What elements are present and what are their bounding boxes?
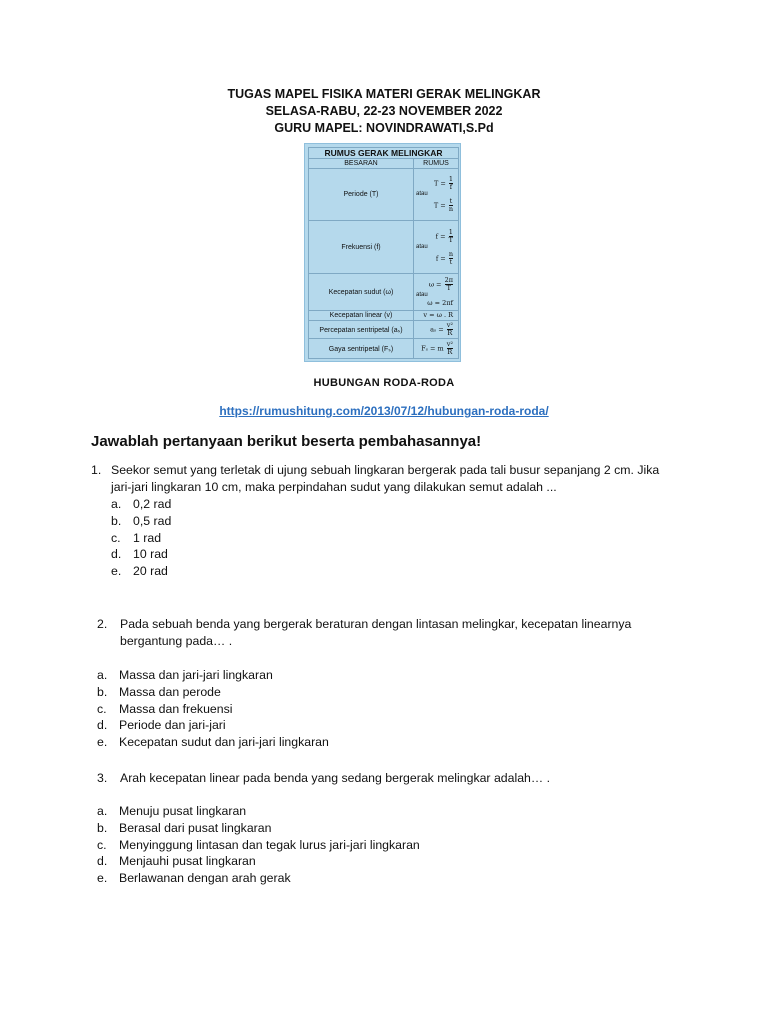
option-b: b. 0,5 rad [111,513,172,528]
formula-gaya-sentripetal: Fₛ = m $\frac{\text{v²}}{R}$ [414,339,459,359]
question-number: 3. [97,771,108,785]
option-a: a. Massa dan jari-jari lingkaran [97,668,273,682]
formula-row-name: Percepatan sentripetal (aₛ) [309,321,414,339]
question-text: Pada sebuah benda yang bergerak beraturan dengan lintasan melingkar, kecepatan linearnya bergantung pada… . [120,617,632,648]
question-3-options [97,803,420,887]
question-1-options [111,496,171,580]
formula-row-name: Gaya sentripetal (Fₛ) [309,339,414,359]
formula-row-name: Periode (T) [309,169,414,221]
instruction-heading: Jawablah pertanyaan berikut beserta pembahasannya! [91,433,482,450]
section-title: HUBUNGAN RODA-RODA [313,377,455,389]
option-a: a. 0,2 rad [111,497,172,511]
question-number: 2. [97,617,108,631]
formula-row-name: Kecepatan linear (v) [309,311,414,321]
formula-kecepatan-linear: v = ω . R [414,311,459,321]
option-b: b. Massa dan perode [97,684,221,699]
option-a: a. Menuju pusat lingkaran [97,804,247,818]
option-d: d. 10 rad [111,547,168,562]
question-number: 1. [91,463,102,477]
option-b: b. Berasal dari pusat lingkaran [97,820,272,835]
option-e: e. Kecepatan sudut dan jari-jari lingkaran [97,735,329,750]
question-text: Arah kecepatan linear pada benda yang sedang bergerak melingkar adalah… . [120,771,551,785]
option-d: d. Menjauhi pusat lingkaran [97,854,256,869]
formula-periode: T = $\frac{1}{f}$ atau T = $\frac{t}{n}$ [414,169,459,221]
header-title: TUGAS MAPEL FISIKA MATERI GERAK MELINGKAR [227,87,541,101]
question-2-options [97,667,329,751]
option-c: c. 1 rad [111,530,162,545]
option-d: d. Periode dan jari-jari [97,718,226,733]
formula-frekuensi: f = $\frac{1}{T}$ atau f = $\frac{n}{t}$ [414,221,459,274]
formula-kecepatan-sudut: ω = $\frac{2\pi}{T}$ atau ω = 2πf [414,274,459,311]
question-3 [97,770,680,787]
formula-col-besaran: BESARAN [309,159,414,169]
question-text: Seekor semut yang terletak di ujung sebuah lingkaran bergerak pada tali busur sepanjang 2 cm. Jika jari-jari lingkaran 10 cm, maka perpindahan sudut yang dilakukan semut adalah ... [111,463,660,494]
header-date: SELASA-RABU, 22-23 NOVEMBER 2022 [265,104,503,118]
formula-table-image [304,143,461,362]
formula-table-title: RUMUS GERAK MELINGKAR [309,148,459,159]
document-header [0,86,768,137]
option-e: e. 20 rad [111,564,168,579]
option-c: c. Massa dan frekuensi [97,701,233,716]
option-e: e. Berlawanan dengan arah gerak [97,871,291,886]
option-c: c. Menyinggung lintasan dan tegak lurus jari-jari lingkaran [97,837,420,852]
formula-percepatan-sentripetal: aₛ = $\frac{\text{v²}}{R}$ [414,321,459,339]
question-1 [91,462,671,496]
question-2 [97,616,680,650]
header-teacher: GURU MAPEL: NOVINDRAWATI,S.Pd [274,121,494,135]
formula-row-name: Frekuensi (f) [309,221,414,274]
formula-col-rumus: RUMUS [414,159,459,169]
formula-table [308,147,459,359]
reference-link[interactable]: https://rumushitung.com/2013/07/12/hubungan-roda-roda/ [219,404,549,418]
formula-row-name: Kecepatan sudut (ω) [309,274,414,311]
